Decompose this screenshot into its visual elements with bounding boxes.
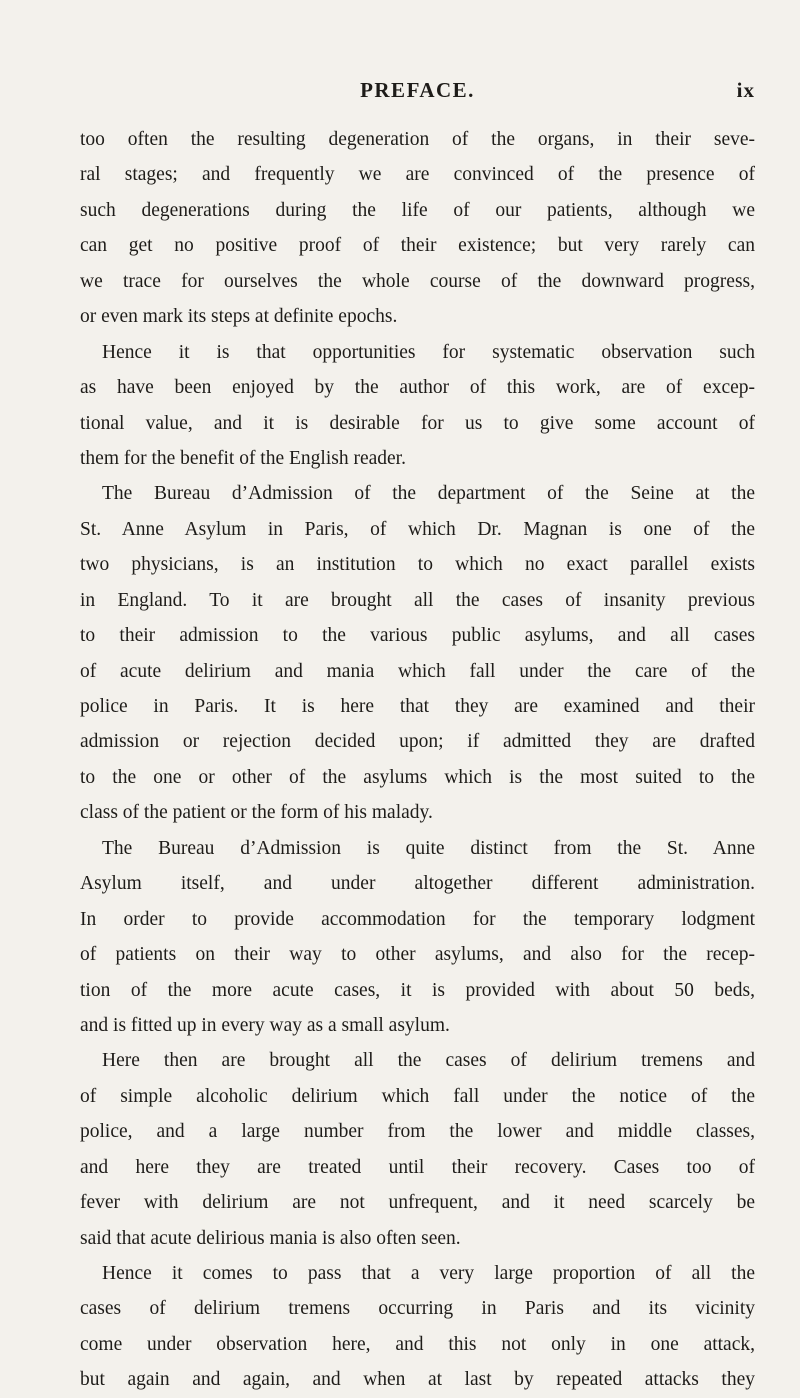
text-line: such degenerations during the life of our patients, although we: [80, 199, 755, 221]
text-line: in England. To it are brought all the cases of insanity previous: [80, 589, 755, 611]
text-line: and is fitted up in every way as a small asylum.: [80, 1014, 450, 1036]
text-line: two physicians, is an institution to which no exact parallel exists: [80, 554, 755, 576]
text-line: admission or rejection decided upon; if admitted they are drafted: [80, 731, 755, 753]
text-line: but again and again, and when at last by repeated attacks they: [80, 1369, 755, 1391]
text-line: said that acute delirious mania is also often seen.: [80, 1227, 461, 1249]
text-line: cases of delirium tremens occurring in Paris and its vicinity: [80, 1298, 755, 1320]
text-line: tional value, and it is desirable for us to give some account of: [80, 412, 755, 434]
text-line: police, and a large number from the lower and middle classes,: [80, 1121, 755, 1143]
text-line: The Bureau d’Admission of the department of the Seine at the: [102, 483, 755, 505]
text-line: Asylum itself, and under altogether different administration.: [80, 873, 755, 895]
text-line: tion of the more acute cases, it is provided with about 50 beds,: [80, 979, 755, 1001]
text-line: them for the benefit of the English reader.: [80, 447, 406, 469]
text-line: of patients on their way to other asylums, and also for the recep-: [80, 944, 755, 966]
text-line: police in Paris. It is here that they are examined and their: [80, 696, 755, 717]
text-line: we trace for ourselves the whole course of the downward progress,: [80, 270, 755, 292]
running-title: PREFACE.: [360, 78, 475, 102]
text-line: fever with delirium are not unfrequent, and it need scarcely be: [80, 1192, 755, 1214]
text-line: Hence it is that opportunities for systematic observation such: [102, 341, 755, 363]
text-line: of acute delirium and mania which fall under the care of the: [80, 660, 755, 682]
text-line: The Bureau d’Admission is quite distinct from the St. Anne: [102, 837, 755, 859]
text-line: and here they are treated until their recovery. Cases too of: [80, 1156, 755, 1178]
text-line: or even mark its steps at definite epochs.: [80, 306, 398, 328]
text-line: ral stages; and frequently we are convinced of the presence of: [80, 164, 755, 186]
text-line: to the one or other of the asylums which is the most suited to the: [80, 766, 755, 788]
text-line: as have been enjoyed by the author of this work, are of excep-: [80, 377, 755, 399]
text-line: too often the resulting degeneration of the organs, in their seve-: [80, 129, 755, 150]
text-line: St. Anne Asylum in Paris, of which Dr. Magnan is one of the: [80, 518, 755, 540]
text-line: to their admission to the various public asylums, and all cases: [80, 625, 755, 647]
text-line: Hence it comes to pass that a very large proportion of all the: [102, 1263, 755, 1284]
text-line: In order to provide accommodation for the temporary lodgment: [80, 908, 755, 930]
text-line: class of the patient or the form of his malady.: [80, 802, 433, 824]
text-line: of simple alcoholic delirium which fall under the notice of the: [80, 1085, 755, 1107]
text-line: can get no positive proof of their existence; but very rarely can: [80, 235, 755, 257]
running-head: [80, 78, 755, 108]
text-line: Here then are brought all the cases of delirium tremens and: [102, 1050, 755, 1072]
page-number: ix: [736, 78, 755, 102]
text-line: come under observation here, and this not only in one attack,: [80, 1333, 755, 1355]
body-text: [80, 122, 755, 1398]
